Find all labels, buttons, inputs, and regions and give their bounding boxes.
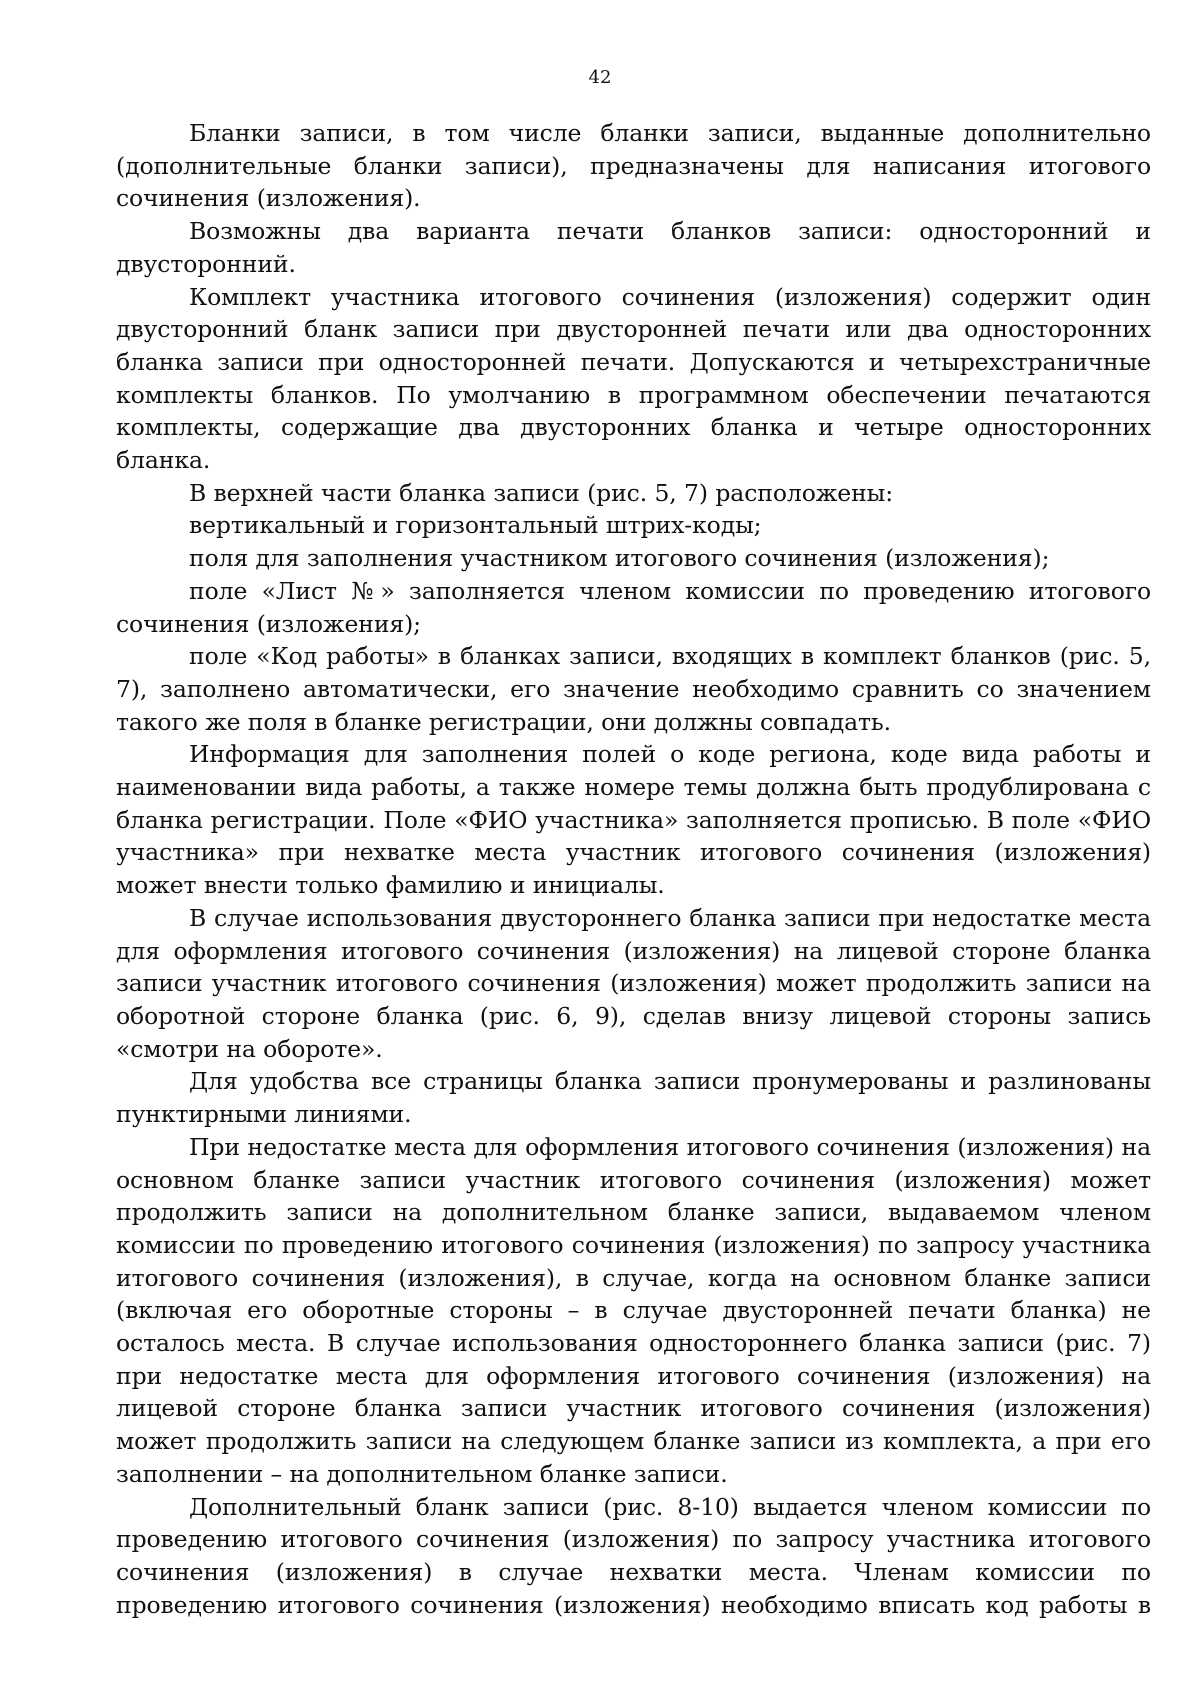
paragraph: Для удобства все страницы бланка записи пронумерованы и разлинованы пунктирными линиями. <box>116 1067 1151 1129</box>
paragraph: В верхней части бланка записи (рис. 5, 7) расположены: <box>189 478 894 507</box>
document-body <box>116 117 1151 1621</box>
paragraph: Информация для заполнения полей о коде региона, коде вида работы и наименовании вида работы, а также номере темы должна быть продублирована с бланка регистрации. Поле «ФИО участника» заполняется прописью. В поле «ФИО участника» при нехватке места участник итогового сочинения (изложения) может внести только фамилию и инициалы. <box>116 740 1151 900</box>
paragraph: Возможны два варианта печати бланков записи: односторонний и двусторонний. <box>116 217 1151 278</box>
list-item: поле «Лист №» заполняется членом комиссии по проведению итогового сочинения (изложения); <box>116 576 1151 638</box>
paragraph: При недостатке места для оформления итогового сочинения (изложения) на основном бланке записи участник итогового сочинения (изложения) может продолжить записи на дополнительном бланке записи, выдаваемом членом комиссии по проведению итогового сочинения (изложения) по запросу участника итогового сочинения (изложения), в случае, когда на основном бланке записи (включая его оборотные стороны – в случае двусторонней печати бланка) не осталось места. В случае использования одностороннего бланка записи (рис. 7) при недостатке места для оформления итогового сочинения (изложения) на лицевой стороне бланка записи участник итогового сочинения (изложения) может продолжить записи на следующем бланке записи из комплекта, а при его заполнении – на дополнительном бланке записи. <box>116 1132 1151 1488</box>
page-number: 42 <box>588 67 612 88</box>
list-item: вертикальный и горизонтальный штрих-коды; <box>189 511 762 540</box>
paragraph: Комплект участника итогового сочинения (изложения) содержит один двусторонний бланк записи при двусторонней печати или два односторонних бланка записи при односторонней печати. Допускаются и четырехстраничные комплекты бланков. По умолчанию в программном обеспечении печатаются комплекты, содержащие два двусторонних бланка и четыре односторонних бланка. <box>116 282 1151 475</box>
paragraph: В случае использования двустороннего бланка записи при недостатке места для оформления итогового сочинения (изложения) на лицевой стороне бланка записи участник итогового сочинения (изложения) может продолжить записи на оборотной стороне бланка (рис. 6, 9), сделав внизу лицевой стороны запись «смотри на обороте». <box>116 903 1151 1063</box>
list-item: поле «Код работы» в бланках записи, входящих в комплект бланков (рис. 5, 7), заполнено автоматически, его значение необходимо сравнить со значением такого же поля в бланке регистрации, они должны совпадать. <box>116 642 1151 736</box>
list-item: поля для заполнения участником итогового сочинения (изложения); <box>189 544 1050 573</box>
paragraph: Дополнительный бланк записи (рис. 8-10) выдается членом комиссии по проведению итогового сочинения (изложения) по запросу участника итогового сочинения (изложения) в случае нехватки места. Членам комиссии по проведению итогового сочинения (изложения) необходимо вписать код работы в <box>116 1492 1151 1619</box>
paragraph: Бланки записи, в том числе бланки записи, выданные дополнительно (дополнительные бланки записи), предназначены для написания итогового сочинения (изложения). <box>116 119 1151 213</box>
